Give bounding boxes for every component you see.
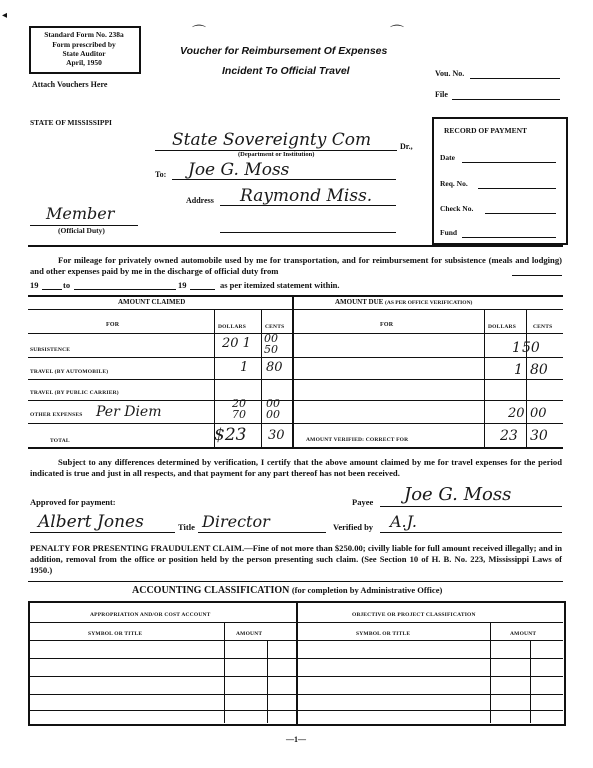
certification-text: Subject to any differences determined by verification, I certify that the above amount claimed by me for travel expenses for the period indicated is true and just in all respects, and that payment for any part thereof has not been received. (30, 457, 562, 478)
amount-verified-label: AMOUNT VERIFIED: CORRECT FOR (306, 437, 409, 443)
form-date: April, 1950 (66, 58, 102, 67)
row-label-travel-public: TRAVEL (BY PUBLIC CARRIER) (30, 390, 119, 396)
payee-label: Payee (352, 497, 374, 507)
claimed-subsistence-dollars: 20 1 (222, 336, 251, 351)
accounting-header-line (28, 622, 563, 623)
objective-header: OBJECTIVE OR PROJECT CLASSIFICATION (352, 612, 476, 618)
period-19-end: 19 (178, 280, 187, 290)
row-label-subsistence: SUBSISTENCE (30, 347, 71, 353)
due-cents-col (526, 309, 527, 447)
file-line[interactable] (452, 99, 560, 100)
claimed-cents-col (261, 309, 262, 447)
accounting-row (28, 694, 563, 695)
voucher-number-label: Vou. No. (435, 69, 465, 78)
due-dollars-header: DOLLARS (488, 324, 516, 330)
address-line (220, 205, 396, 206)
due-for-header: FOR (380, 322, 394, 328)
period-start-line[interactable] (42, 289, 62, 290)
accounting-col (224, 622, 225, 723)
period-year-line[interactable] (190, 289, 215, 290)
record-check-label: Check No. (440, 204, 474, 213)
verified-signature: A.J. (390, 512, 417, 531)
title-label: Title (178, 522, 195, 532)
punch-mark: ⌒ (192, 26, 206, 41)
approver-title: Director (202, 512, 270, 531)
approver-signature: Albert Jones (38, 512, 144, 532)
record-req-line[interactable] (478, 188, 556, 189)
claimed-other-dollars: 20 70 (232, 397, 246, 421)
record-fund-label: Fund (440, 228, 458, 237)
approver-line (30, 532, 175, 533)
state-label: STATE OF MISSISSIPPI (30, 118, 112, 127)
record-date-label: Date (440, 153, 455, 162)
amount-due-header (335, 298, 472, 306)
left-symbol-header: SYMBOL OR TITLE (88, 631, 143, 637)
state-auditor: State Auditor (62, 49, 106, 58)
claimed-total-cents: 30 (268, 428, 285, 443)
record-date-line[interactable] (462, 162, 556, 163)
period-rest: as per itemized statement within. (220, 280, 340, 290)
table-header-line (28, 309, 563, 310)
accounting-subtitle: (for completion by Administrative Office) (291, 585, 443, 595)
table-divider (292, 295, 294, 447)
claimed-total-dollars: $23 (214, 425, 247, 445)
due-dollars-col (484, 309, 485, 447)
claimed-other-description: Per Diem (96, 404, 162, 420)
voucher-number-line[interactable] (470, 78, 560, 79)
form-subtitle: Incident To Official Travel (222, 65, 350, 77)
claimed-dollars-header: DOLLARS (218, 324, 246, 330)
due-total-dollars: 23 (500, 428, 518, 444)
address-value: Raymond Miss. (240, 186, 373, 206)
left-amount-header: AMOUNT (236, 631, 263, 637)
amount-claimed-header: AMOUNT CLAIMED (118, 298, 186, 306)
row-line (28, 423, 563, 424)
period-19-start: 19 (30, 280, 39, 290)
accounting-row (28, 710, 563, 711)
form-prescribed: Form prescribed by (52, 40, 116, 49)
amount-due-label: AMOUNT DUE (335, 298, 384, 306)
due-auto-dollars: 1 (514, 362, 523, 378)
record-req-label: Req. No. (440, 179, 468, 188)
amount-due-note: (AS PER OFFICE VERIFICATION) (385, 300, 473, 306)
due-cents-header: CENTS (533, 324, 553, 330)
verified-label: Verified by (333, 522, 374, 532)
due-total-cents: 30 (530, 428, 548, 444)
punch-mark: ⌒ (390, 26, 404, 41)
payee-name: Joe G. Moss (188, 160, 290, 180)
claimed-subsistence-cents: 00 50 (264, 332, 278, 356)
record-check-line[interactable] (485, 213, 556, 214)
to-line (172, 179, 396, 180)
accounting-divider (296, 601, 298, 724)
duty-caption: (Official Duty) (58, 226, 105, 235)
claimed-for-header: FOR (106, 322, 120, 328)
due-auto-cents: 80 (530, 362, 548, 378)
duty-value: Member (46, 204, 115, 223)
row-line (28, 379, 563, 380)
penalty-paragraph (30, 543, 562, 576)
table-bottom (28, 447, 563, 449)
address-line-2 (220, 232, 396, 233)
table-top (28, 295, 563, 297)
file-label: File (435, 90, 448, 99)
appropriation-header: APPROPRIATION AND/OR COST ACCOUNT (90, 612, 211, 618)
verified-line (380, 532, 562, 533)
address-label: Address (186, 196, 214, 205)
accounting-row (28, 658, 563, 659)
row-label-travel-auto: TRAVEL (BY AUTOMOBILE) (30, 369, 109, 375)
row-label-other: OTHER EXPENSES (30, 412, 83, 418)
department-suffix: Dr., (400, 142, 413, 151)
due-subsistence-dollars: 1 (512, 340, 521, 356)
claimed-cents-header: CENTS (265, 324, 285, 330)
right-amount-header: AMOUNT (510, 631, 537, 637)
claimed-auto-dollars: 1 (240, 360, 249, 375)
standard-form-number: Standard Form No. 238a (44, 30, 124, 39)
right-symbol-header: SYMBOL OR TITLE (356, 631, 411, 637)
department-caption: (Department or Institution) (238, 151, 315, 158)
record-title: RECORD OF PAYMENT (444, 126, 528, 135)
attach-vouchers: Attach Vouchers Here (32, 80, 108, 89)
due-subsistence-cents: 50 (522, 340, 540, 356)
to-label: To: (155, 170, 167, 179)
row-label-total: TOTAL (50, 438, 70, 444)
claimed-auto-cents: 80 (266, 360, 283, 375)
row-line (28, 357, 563, 358)
corner-mark: ◂ (2, 10, 8, 21)
due-other-dollars: 20 (508, 406, 525, 421)
mileage-paragraph: For mileage for privately owned automobile used by me for transportation, and for reimbursement for subsistence (meals and lodging) and other expenses paid by me in the discharge of official duty from (30, 255, 562, 276)
payee-line (380, 506, 562, 507)
due-other-cents: 00 (530, 406, 547, 421)
from-line[interactable] (512, 275, 562, 276)
period-end-line[interactable] (74, 289, 176, 290)
period-to: to (63, 280, 71, 290)
accounting-top (28, 581, 563, 582)
accounting-title (132, 585, 442, 596)
separator (28, 245, 563, 247)
row-line (28, 400, 563, 401)
form-title: Voucher for Reimbursement Of Expenses (180, 45, 388, 57)
accounting-row (28, 676, 563, 677)
table-col-header-line (28, 333, 563, 334)
accounting-col-line (28, 640, 563, 641)
accounting-title-text: ACCOUNTING CLASSIFICATION (132, 585, 290, 596)
payee-signature: Joe G. Moss (404, 484, 512, 505)
page-number: —1— (286, 735, 306, 744)
accounting-col (490, 622, 491, 723)
department-value: State Sovereignty Com (172, 130, 372, 150)
claimed-other-cents: 00 00 (266, 397, 280, 421)
record-fund-line[interactable] (462, 237, 556, 238)
penalty-title: PENALTY FOR PRESENTING FRAUDULENT CLAIM. (30, 543, 245, 553)
penalty-text: —Fine of not more than $250.00; civilly liable for full amount received illegally; and in addition, removal from the office or position held by the person presenting such claim. (See Section 10 of H. B. No. 223, Mississippi Laws of 1950.) (30, 543, 563, 575)
approved-label: Approved for payment: (30, 497, 116, 507)
title-line (198, 532, 326, 533)
